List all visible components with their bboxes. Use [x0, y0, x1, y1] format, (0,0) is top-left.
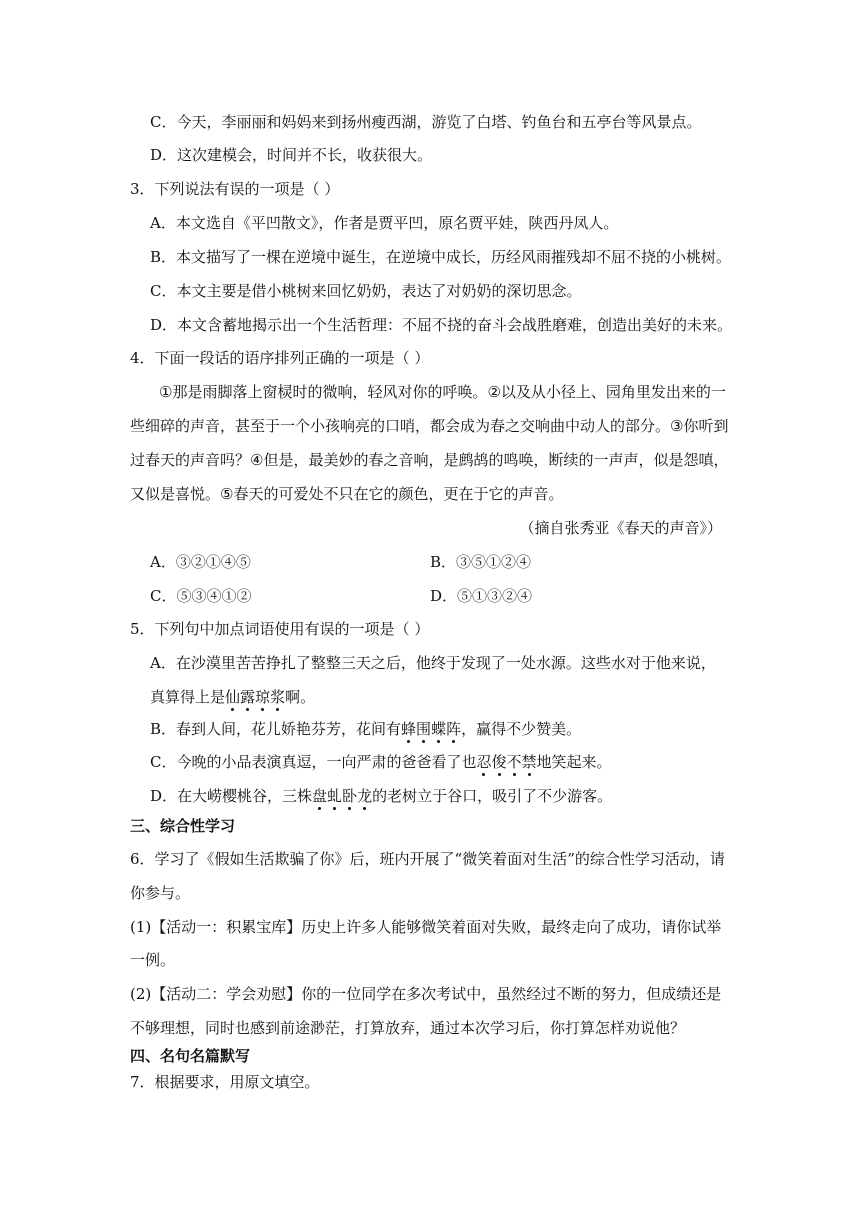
q3-stem: 3．下列说法有误的一项是（ ）	[130, 180, 340, 198]
q4-stem: 4．下面一段话的语序排列正确的一项是（ ）	[130, 349, 430, 367]
q6-activity-1-line-1: (1)【活动一：积累宝库】历史上许多人能够微笑着面对失败，最终走向了成功，请你试举	[130, 918, 722, 936]
q4-passage-line-3: 过春天的声音吗？④但是，最美妙的春之音响，是鹧鸪的鸣唤，断续的一声声，似是怨嗔，	[130, 451, 729, 469]
q5-option-a-line-2: 真算得上是仙露琼浆啊。	[150, 688, 316, 706]
section-3-title: 三、综合性学习	[130, 817, 236, 835]
q3-option-b: B．本文描写了一棵在逆境中诞生，在逆境中成长，历经风雨摧残却不屈不挠的小桃树。	[150, 248, 732, 266]
q2-option-d: D．这次建模会，时间并不长，收获很大。	[150, 146, 433, 164]
q6-activity-2-line-1: (2)【活动二：学会劝慰】你的一位同学在多次考试中，虽然经过不断的努力，但成绩还是	[130, 985, 722, 1003]
q2-option-c: C．今天，李丽丽和妈妈来到扬州瘦西湖，游览了白塔、钓鱼台和五亭台等风景点。	[150, 113, 702, 131]
q4-passage-line-1: ①那是雨脚落上窗棂时的微响，轻风对你的呼唤。②以及从小径上、园角里发出来的一	[159, 383, 726, 401]
q4-source: （摘自张秀亚《春天的声音》）	[519, 519, 722, 537]
q3-option-a: A．本文选自《平凹散文》，作者是贾平凹，原名贾平娃，陕西丹凤人。	[150, 214, 619, 232]
q4-passage-line-2: 些细碎的声音，甚至于一个小孩响亮的口哨，都会成为春之交响曲中动人的部分。③你听到	[130, 417, 729, 435]
q4-option-a: A．③②①④⑤	[150, 553, 251, 571]
q4-option-b: B．③⑤①②④	[430, 553, 532, 571]
q5-option-c: C．今晚的小品表演真逗，一向严肃的爸爸看了也忍俊不禁地笑起来。	[150, 753, 612, 771]
section-4-title: 四、名句名篇默写	[130, 1047, 251, 1065]
q5-option-b: B．春到人间，花儿娇艳芬芳，花间有蜂围蝶阵，赢得不少赞美。	[150, 720, 582, 738]
q7-stem: 7．根据要求，用原文填空。	[130, 1073, 320, 1091]
q5-option-d: D．在大崂樱桃谷，三株盘虬卧龙的老树立于谷口，吸引了不少游客。	[150, 787, 613, 805]
q6-stem-line-2: 你参与。	[130, 884, 191, 902]
q3-option-d: D．本文含蓄地揭示出一个生活哲理：不屈不挠的奋斗会战胜磨难，创造出美好的未来。	[150, 316, 733, 334]
q4-passage-line-4: 又似是喜悦。⑤春天的可爱处不只在它的颜色，更在于它的声音。	[130, 485, 564, 503]
q6-activity-1-line-2: 一例。	[130, 951, 176, 969]
q3-option-c: C．本文主要是借小桃树来回忆奶奶，表达了对奶奶的深切思念。	[150, 282, 582, 300]
q6-activity-2-line-2: 不够理想，同时也感到前途渺茫，打算放弃，通过本次学习后，你打算怎样劝说他？	[130, 1019, 686, 1037]
q6-stem-line-1: 6．学习了《假如生活欺骗了你》后，班内开展了“微笑着面对生活”的综合性学习活动，请	[130, 850, 725, 868]
q4-option-c: C．⑤③④①②	[150, 587, 252, 605]
q5-stem: 5．下列句中加点词语使用有误的一项是（ ）	[130, 620, 430, 638]
q4-option-d: D．⑤①③②④	[430, 587, 533, 605]
q5-option-a-line-1: A．在沙漠里苦苦挣扎了整整三天之后，他终于发现了一处水源。这些水对于他来说，	[150, 654, 716, 672]
